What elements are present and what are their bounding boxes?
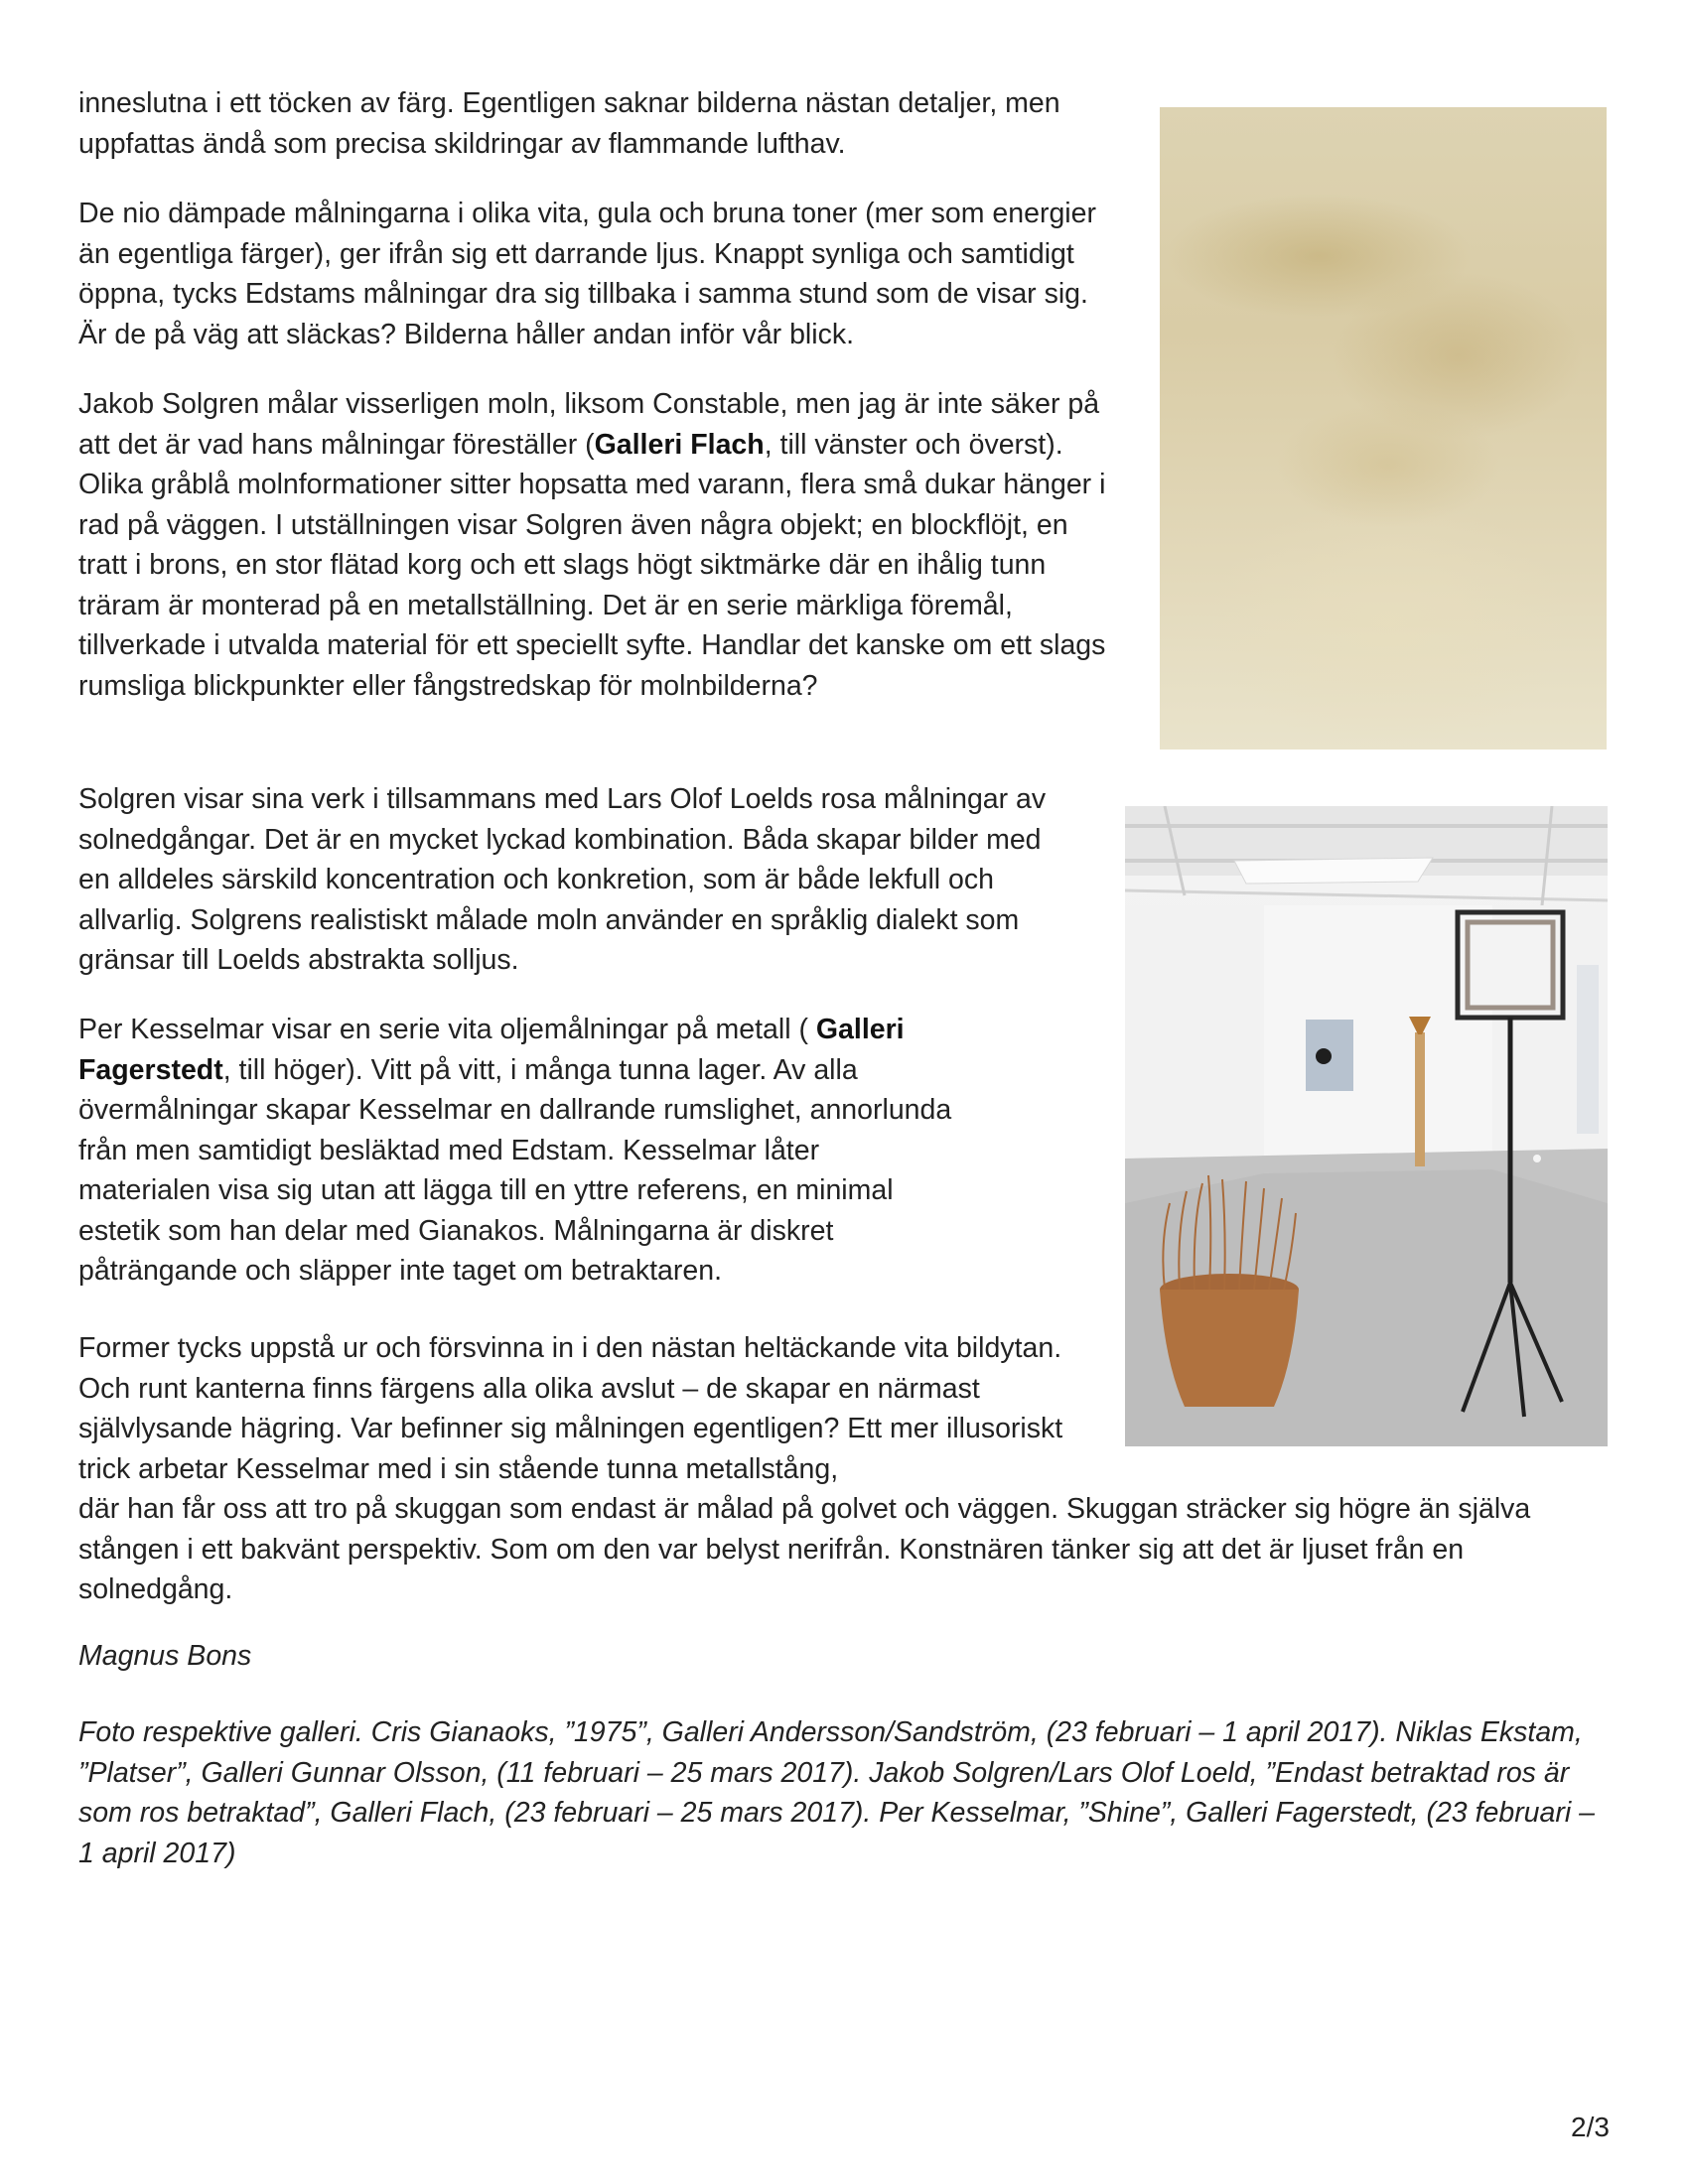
paragraph-5-text-a: Per Kesselmar visar en serie vita oljemålningar på metall ( <box>78 1014 816 1045</box>
paragraph-5 <box>78 1010 952 1292</box>
paragraph-5-text-b: , till höger). Vitt på vitt, i många tunna lager. Av alla övermålningar skapar Kesselmar en dallrande rumslighet, annorlunda från men samtidigt besläktad med Edstam. Kesselmar låter materialen visa sig utan att lägga till en yttre referens, en minimal estetik som han delar med Gianakos. Målningarna är diskret påträngande och släpper inte taget om betraktaren. <box>78 1053 952 1287</box>
paragraph-3-text-a: Jakob Solgren målar visserligen moln, liksom Constable, men jag är inte säker på att det är vad hans målningar föreställer ( <box>78 388 1100 461</box>
paragraph-3 <box>78 384 1111 706</box>
paragraph-2: De nio dämpade målningarna i olika vita, gula och bruna toner (mer som energier än egentliga färger), ger ifrån sig ett darrande ljus. Knappt synliga och samtidigt öppna, tycks Edstams målningar dra sig tillbaka i samma stund som de visar sig. Är de på väg att släckas? Bilderna håller andan inför vår blick. <box>78 198 1096 350</box>
paragraph-6b: där han får oss att tro på skuggan som endast är målad på golvet och väggen. Skuggan sträcker sig högre än själva stången i ett bakvänt perspektiv. Som om den var belyst nerifrån. Konstnären tänker sig att det är ljuset från en solnedgång. <box>78 1493 1531 1605</box>
gallery-installation-illustration <box>1125 806 1608 1446</box>
paragraph-6a: Former tycks uppstå ur och försvinna in i den nästan heltäckande vita bildytan. Och runt kanterna finns färgens alla olika avslut – de skapar en närmast självlysande hägring. Var befinner sig målningen egentligen? Ett mer illusoriskt trick arbetar Kesselmar med i sin stående tunna metallstång, <box>78 1332 1063 1485</box>
paragraph-1: inneslutna i ett töcken av färg. Egentligen saknar bilderna nästan detaljer, men uppfattas ändå som precisa skildringar av flammande lufthav. <box>78 87 1060 160</box>
gallery-name-fagerstedt: Galleri Fagerstedt <box>78 1014 905 1086</box>
page-number: 2/3 <box>1571 2112 1610 2142</box>
author-signature: Magnus Bons <box>78 1640 252 1672</box>
artwork-image-gallery-installation <box>1125 806 1608 1446</box>
artwork-image-beige-painting <box>1160 107 1607 750</box>
photo-caption: Foto respektive galleri. Cris Gianaoks, ”1975”, Galleri Andersson/Sandström, (23 februari – 1 april 2017). Niklas Ekstam, ”Platser”, Galleri Gunnar Olsson, (11 februari – 25 mars 2017). Jakob Solgren/Lars Olof Loeld, ”Endast betraktad ros är som ros betraktad”, Galleri Flach, (23 februari – 25 mars 2017). Per Kesselmar, ”Shine”, Galleri Fagerstedt, (23 februari – 1 april 2017) <box>78 1716 1595 1869</box>
paragraph-3-text-b: , till vänster och överst). Olika gråblå molnformationer sitter hopsatta med varann, flera små dukar hänger i rad på väggen. I utställningen visar Solgren även några objekt; en blockflöjt, en tratt i brons, en stor flätad korg och ett slags högt siktmärke där en ihålig tunn träram är monterad på en metallställning. Det är en serie märkliga föremål, tillverkade i utvalda material för ett speciellt syfte. Handlar det kanske om ett slags rumsliga blickpunkter eller fångstredskap för molnbilderna? <box>78 428 1106 702</box>
paragraph-4: Solgren visar sina verk i tillsammans med Lars Olof Loelds rosa målningar av solnedgångar. Det är en mycket lyckad kombination. Båda skapar bilder med en alldeles särskild koncentration och konkretion, som är både lekfull och allvarlig. Solgrens realistiskt målade moln använder en språklig dialekt som gränsar till Loelds abstrakta solljus. <box>78 783 1047 976</box>
gallery-name-flach: Galleri Flach <box>594 428 765 461</box>
